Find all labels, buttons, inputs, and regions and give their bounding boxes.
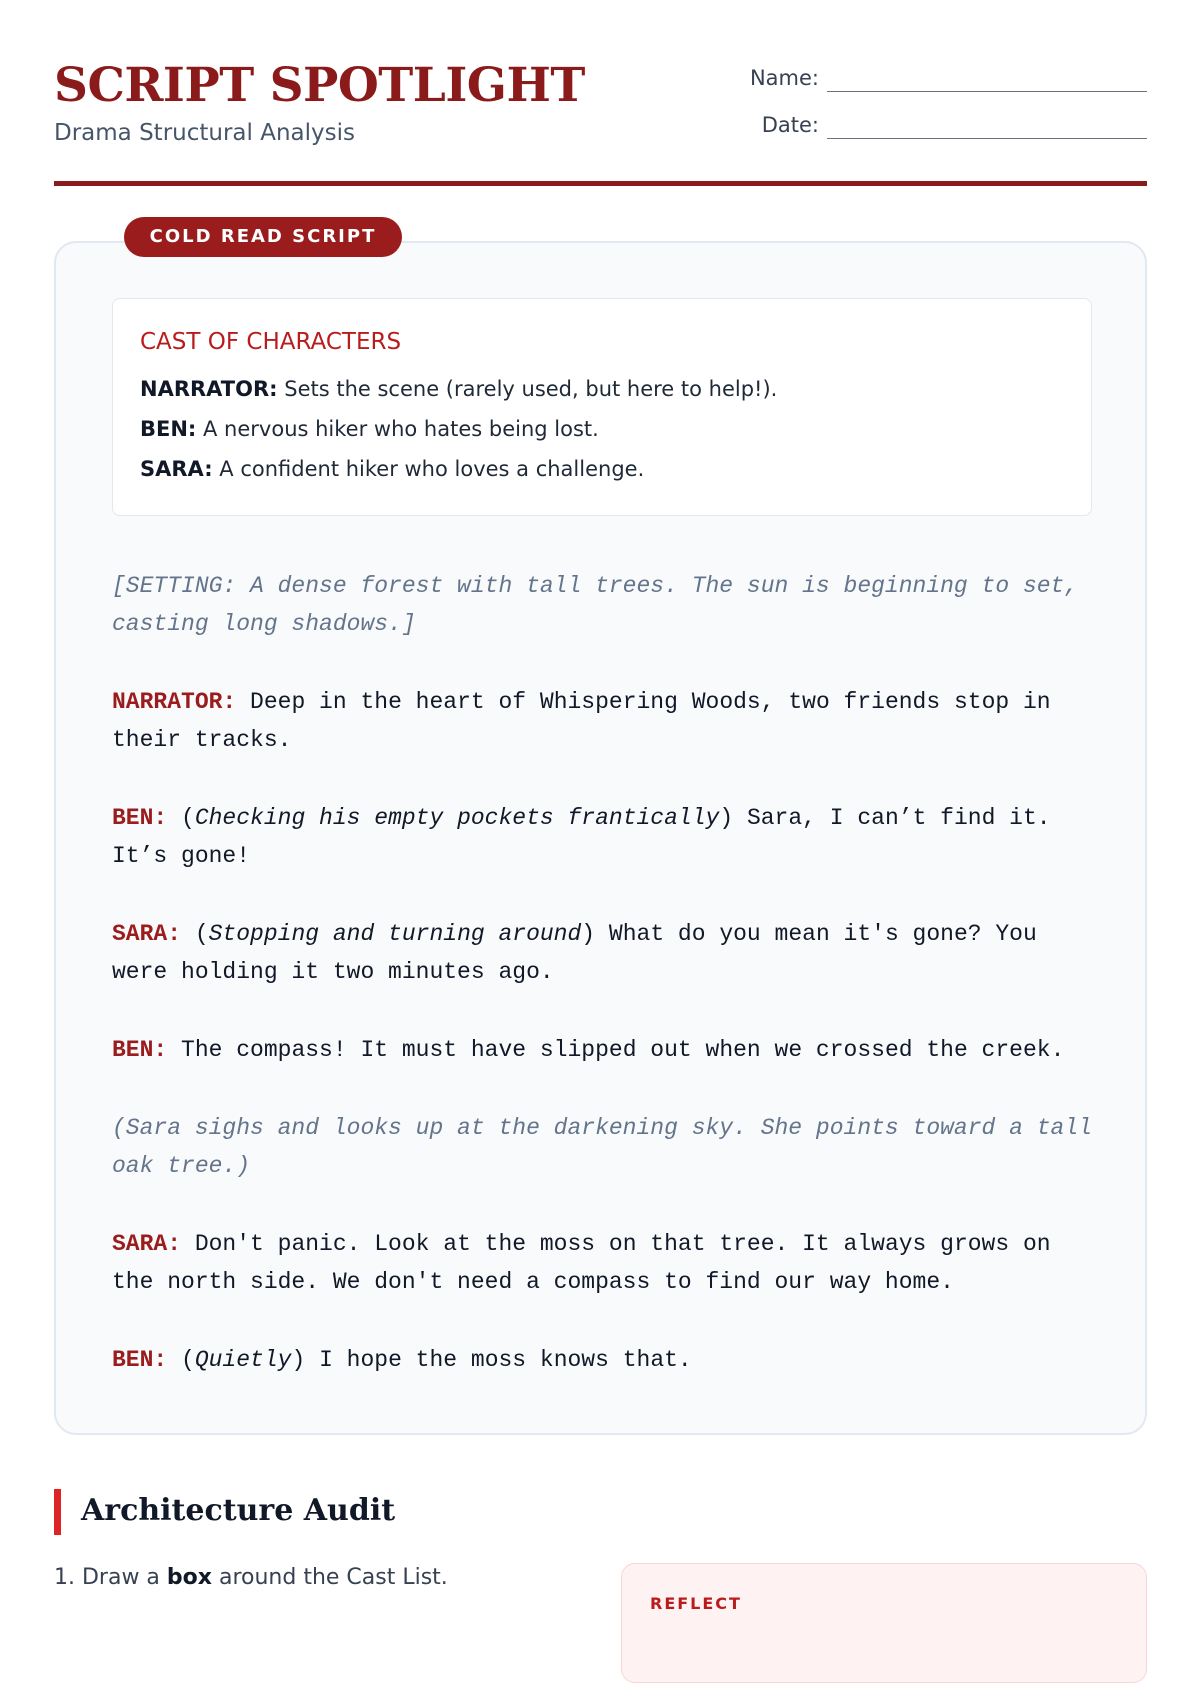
dialogue-line [112, 683, 1102, 759]
parenthetical-direction: Stopping and turning around [208, 921, 582, 947]
audit-task-1 [54, 1565, 448, 1590]
dialogue-line: SARA: (Stopping and turning around) What do you mean it's gone? You were holding it two minutes ago. [112, 921, 1037, 985]
dialogue-line [112, 1225, 1102, 1301]
dialogue-text: Deep in the heart of Whispering Woods, two friends stop in their tracks. [112, 689, 1051, 753]
name-label: Name: [749, 66, 819, 90]
task-text: 1. Draw a [54, 1565, 160, 1590]
parenthetical-direction: Quietly [194, 1347, 292, 1373]
dialogue-line: BEN: (Checking his empty pockets frantically) Sara, I can’t find it. It’s gone! [112, 805, 1051, 869]
speaker-label: SARA: [112, 921, 182, 947]
cast-item-sara [140, 457, 644, 481]
date-label: Date: [761, 113, 819, 137]
cast-name: NARRATOR: [140, 377, 278, 401]
dialogue-text: Sara, I can’t find it. It’s gone! [112, 805, 1051, 869]
reflect-box [621, 1563, 1147, 1683]
speaker-label: BEN: [112, 1347, 168, 1373]
speaker-label: BEN: [112, 805, 168, 831]
name-field[interactable] [727, 66, 1147, 96]
script-card [54, 241, 1147, 1435]
name-line[interactable] [827, 91, 1147, 92]
dialogue-text: The compass! It must have slipped out when we crossed the creek. [181, 1037, 1065, 1063]
date-line[interactable] [827, 138, 1147, 139]
section-accent-bar [54, 1489, 61, 1535]
dialogue-text: What do you mean it's gone? You were holding it two minutes ago. [112, 921, 1037, 985]
cast-desc: Sets the scene (rarely used, but here to help!). [284, 377, 778, 401]
cast-title: CAST OF CHARACTERS [140, 329, 402, 355]
dialogue-line [112, 1031, 1102, 1069]
stage-direction-setting: [SETTING: A dense forest with tall trees. The sun is beginning to set, casting long shadows.] [112, 573, 1079, 637]
section-title: Architecture Audit [81, 1493, 396, 1528]
speaker-label: BEN: [112, 1037, 168, 1063]
cast-list-box [112, 298, 1092, 516]
parenthetical-direction: Checking his empty pockets frantically [194, 805, 720, 831]
cast-desc: A confident hiker who loves a challenge. [219, 457, 645, 481]
worksheet-header [54, 58, 1147, 188]
stage-direction: (Sara sighs and looks up at the darkening sky. She points toward a tall oak tree.) [112, 1115, 1092, 1179]
cast-item-ben [140, 417, 599, 441]
dialogue-line: BEN: (Quietly) I hope the moss knows that. [112, 1347, 692, 1373]
dialogue-text: Don't panic. Look at the moss on that tree. It always grows on the north side. We don't need a compass to find our way home. [112, 1231, 1051, 1295]
worksheet-subtitle: Drama Structural Analysis [54, 120, 355, 146]
task-bold-word: box [166, 1565, 212, 1590]
cold-read-badge: COLD READ SCRIPT [124, 217, 402, 257]
reflect-label: REFLECT [650, 1594, 742, 1613]
cast-item-narrator [140, 377, 777, 401]
header-divider [54, 181, 1147, 186]
worksheet-title: SCRIPT SPOTLIGHT [54, 58, 585, 113]
cast-name: SARA: [140, 457, 213, 481]
dialogue-text: I hope the moss knows that. [319, 1347, 692, 1373]
cast-desc: A nervous hiker who hates being lost. [203, 417, 599, 441]
speaker-label: SARA: [112, 1231, 182, 1257]
cast-name: BEN: [140, 417, 197, 441]
speaker-label: NARRATOR: [112, 689, 237, 715]
date-field[interactable] [727, 113, 1147, 143]
task-text: around the Cast List. [218, 1565, 448, 1590]
